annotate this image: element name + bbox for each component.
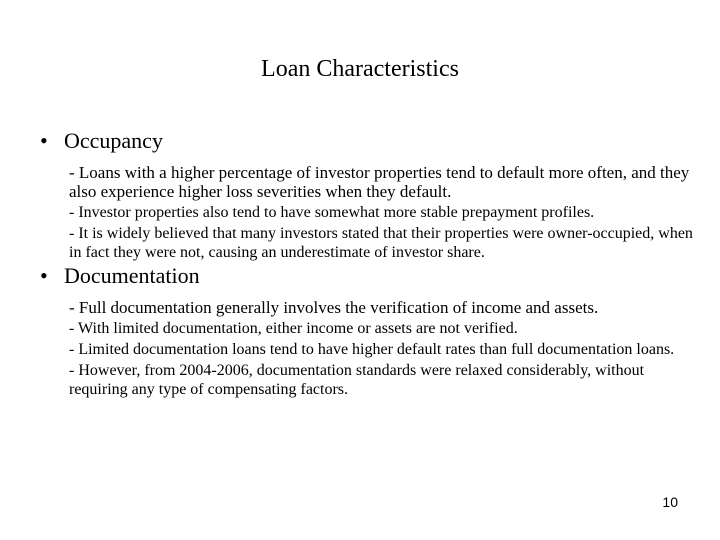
bullet-heading-occupancy — [40, 128, 163, 154]
list-item: - Full documentation generally involves the verification of income and assets. — [69, 298, 599, 317]
section-heading: Documentation — [64, 263, 200, 288]
list-item: - However, from 2004-2006, documentation standards were relaxed considerably, without requiring any type of compensating factors. — [69, 362, 645, 398]
list-item: - Limited documentation loans tend to have higher default rates than full documentation loans. — [69, 341, 675, 358]
occupancy-details — [69, 163, 699, 264]
bullet-heading-documentation — [40, 263, 200, 289]
list-item: - Investor properties also tend to have somewhat more stable prepayment profiles. — [69, 204, 595, 221]
slide-title: Loan Characteristics — [261, 56, 459, 82]
list-item: - With limited documentation, either income or assets are not verified. — [69, 320, 518, 337]
page-number: 10 — [662, 494, 678, 510]
bullet-dot-icon: • — [40, 128, 48, 153]
section-heading: Occupancy — [64, 128, 163, 153]
bullet-dot-icon: • — [40, 263, 48, 288]
list-item: - Loans with a higher percentage of investor properties tend to default more often, and they also experience higher loss severities when they default. — [69, 163, 690, 201]
documentation-details — [69, 298, 699, 401]
list-item: - It is widely believed that many investors stated that their properties were owner-occupied, when in fact they were not, causing an underestimate of investor share. — [69, 225, 693, 261]
